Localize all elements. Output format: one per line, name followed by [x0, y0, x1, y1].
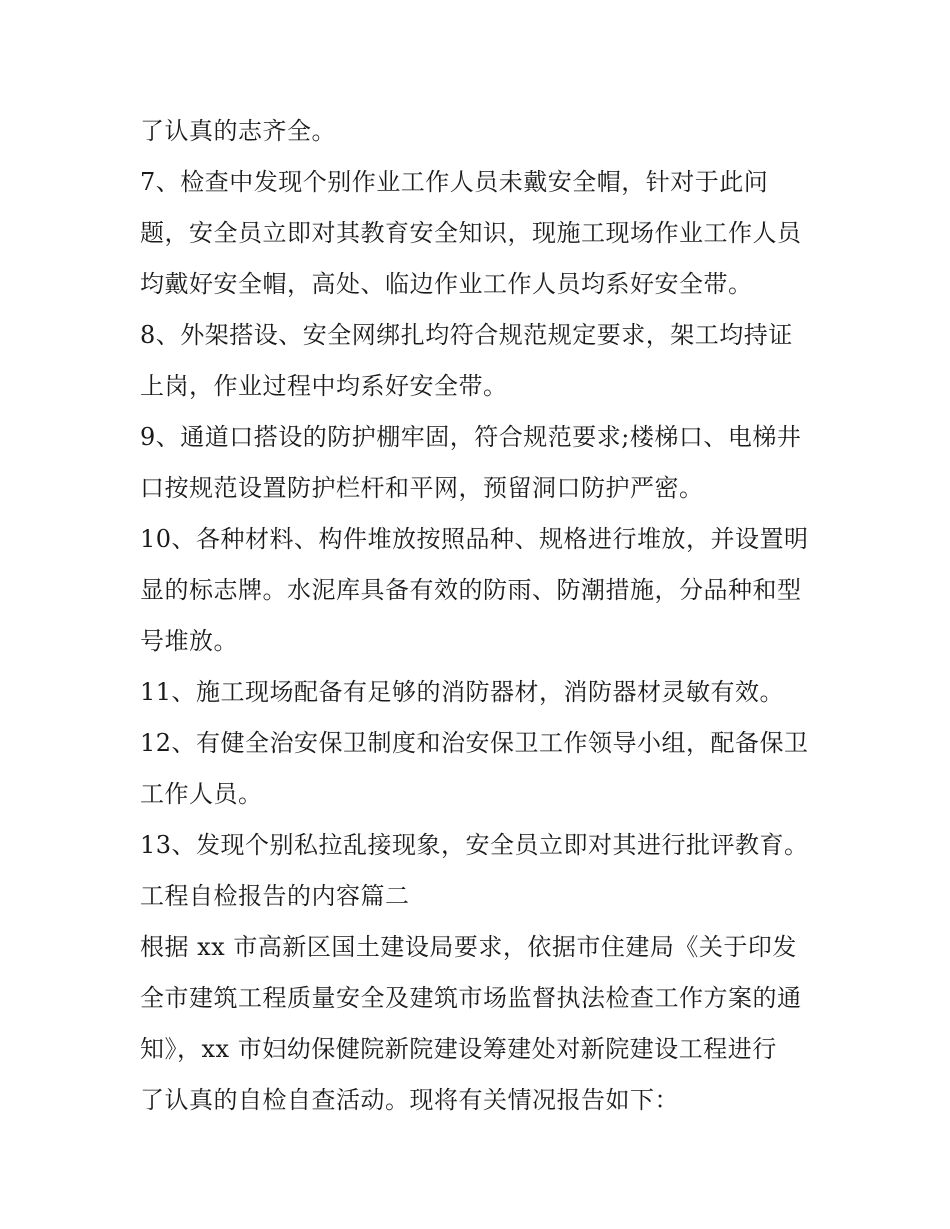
paragraph-line: 10、各种材料、构件堆放按照品种、规格进行堆放，并设置明 — [140, 525, 809, 553]
paragraph-line: 工作人员。 — [140, 780, 263, 808]
document-body — [140, 106, 820, 1126]
paragraph-line: 知》，xx 市妇幼保健院新院建设筹建处对新院建设工程进行 — [140, 1035, 777, 1063]
paragraph-line: 根据 xx 市高新区国土建设局要求，依据市住建局《关于印发 — [140, 933, 797, 961]
paragraph-line: 8、外架搭设、安全网绑扎均符合规范规定要求，架工均持证 — [140, 321, 793, 349]
paragraph-line: 7、检查中发现个别作业工作人员未戴安全帽，针对于此问 — [140, 168, 769, 196]
paragraph-line: 显的标志牌。水泥库具备有效的防雨、防潮措施，分品种和型 — [140, 576, 802, 604]
paragraph-line: 了认真的自检自查活动。现将有关情况报告如下： — [140, 1086, 679, 1114]
paragraph-line: 12、有健全治安保卫制度和治安保卫工作领导小组，配备保卫 — [140, 729, 809, 757]
paragraph-line: 号堆放。 — [140, 627, 238, 655]
paragraph-line: 口按规范设置防护栏杆和平网，预留洞口防护严密。 — [140, 474, 704, 502]
section-heading: 工程自检报告的内容篇二 — [140, 882, 410, 910]
paragraph-line: 题，安全员立即对其教育安全知识，现施工现场作业工作人员 — [140, 219, 802, 247]
paragraph-line: 11、施工现场配备有足够的消防器材，消防器材灵敏有效。 — [140, 678, 785, 706]
paragraph-line: 了认真的志齐全。 — [140, 117, 336, 145]
paragraph-line: 全市建筑工程质量安全及建筑市场监督执法检查工作方案的通 — [140, 984, 802, 1012]
paragraph-line: 13、发现个别私拉乱接现象，安全员立即对其进行批评教育。 — [140, 831, 809, 859]
paragraph-line: 均戴好安全帽，高处、临边作业工作人员均系好安全带。 — [140, 270, 753, 298]
paragraph-line: 9、通道口搭设的防护棚牢固，符合规范要求;楼梯口、电梯井 — [140, 423, 802, 451]
paragraph-line: 上岗，作业过程中均系好安全带。 — [140, 372, 508, 400]
